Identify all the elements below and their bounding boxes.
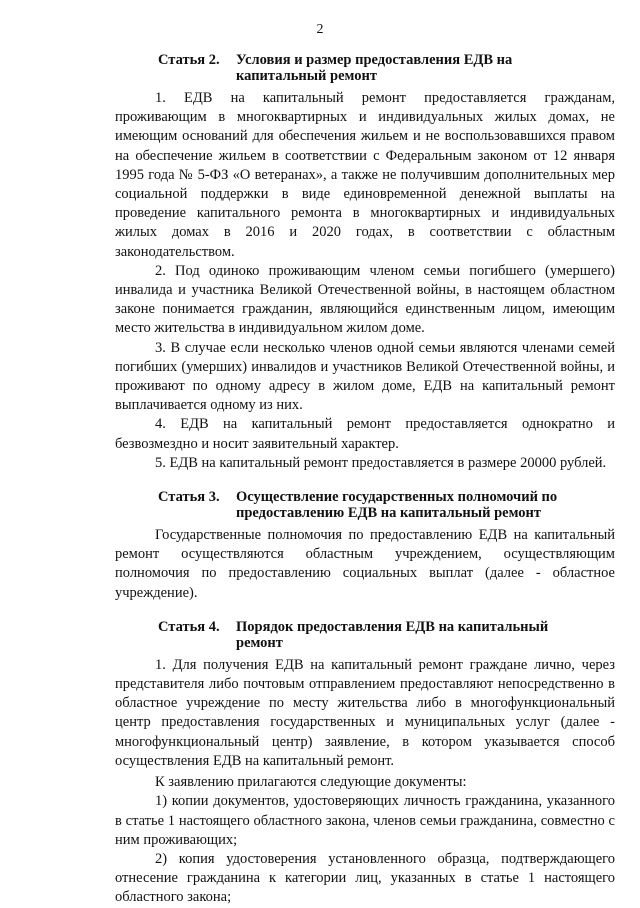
- article-number: Статья 3.: [158, 489, 220, 506]
- article-number: Статья 4.: [158, 618, 220, 635]
- paragraph: 1. ЕДВ на капитальный ремонт предоставляется гражданам, проживающим в многоквартирных и индивидуальных жилых домах, не имеющим оснований для обеспечения жильем и не воспользовавшихся правом на обеспечение жильем в соответствии с Федеральным законом от 12 января 1995 года № 5-ФЗ «О ветеранах», а также не получившим дополнительных мер социальной поддержки в виде единовременной денежной выплаты на проведение капитального ремонта в многоквартирных и индивидуальных жилых домах в 2016 и 2020 годах, в соответствии с областным законодательством.: [115, 90, 615, 260]
- paragraph: 4. ЕДВ на капитальный ремонт предоставляется однократно и безвозмездно и носит заявительный характер.: [115, 416, 615, 452]
- list-item: 2) копия удостоверения установленного образца, подтверждающего отнесение гражданина к категории лиц, указанных в статье 1 настоящего областного закона;: [115, 850, 615, 906]
- article-4-heading: [115, 619, 615, 651]
- article-title: Условия и размер предоставления ЕДВ на капитальный ремонт: [236, 52, 513, 84]
- paragraph: 5. ЕДВ на капитальный ремонт предоставляется в размере 20000 рублей.: [155, 454, 607, 471]
- list-item: 1) копии документов, удостоверяющих личность гражданина, указанного в статье 1 настоящего областного закона, членов семьи гражданина, совместно с ним проживающих;: [115, 793, 615, 848]
- paragraph: Государственные полномочия по предоставлению ЕДВ на капитальный ремонт осуществляются областным учреждением, осуществляющим полномочия по предоставлению социальных выплат (далее - областное учреждение).: [115, 527, 615, 601]
- article-title: Порядок предоставления ЕДВ на капитальный ремонт: [236, 618, 549, 651]
- article-2-heading: [115, 52, 615, 84]
- article-number: Статья 2.: [158, 52, 220, 68]
- paragraph: 3. В случае если несколько членов одной семьи являются членами семей погибших (умерших) инвалидов и участников Великой Отечественной войны, и проживают по одному адресу в жилом доме, ЕДВ на капитальный ремонт выплачивается одному из них.: [115, 339, 615, 414]
- page-number: 2: [316, 22, 324, 37]
- document-body: [115, 52, 615, 908]
- paragraph: К заявлению прилагаются следующие документы:: [155, 774, 467, 791]
- article-3-heading: [115, 489, 615, 521]
- paragraph: 1. Для получения ЕДВ на капитальный ремонт граждане лично, через представителя либо почтовым отправлением предоставляют непосредственно в областное учреждение по месту жительства либо в многофункциональный центр предоставления государственных и муниципальных услуг (далее - многофункциональный центр) заявление, в котором указывается способ осуществления ЕДВ на капитальный ремонт.: [115, 656, 615, 769]
- article-title: Осуществление государственных полномочий по предоставлению ЕДВ на капитальный ремонт: [236, 489, 558, 522]
- paragraph: 2. Под одиноко проживающим членом семьи погибшего (умершего) инвалида и участника Великой Отечественной войны, в настоящем областном законе понимается гражданин, являющийся единственным лицом, имеющим место жительства в индивидуальном жилом доме.: [115, 262, 615, 337]
